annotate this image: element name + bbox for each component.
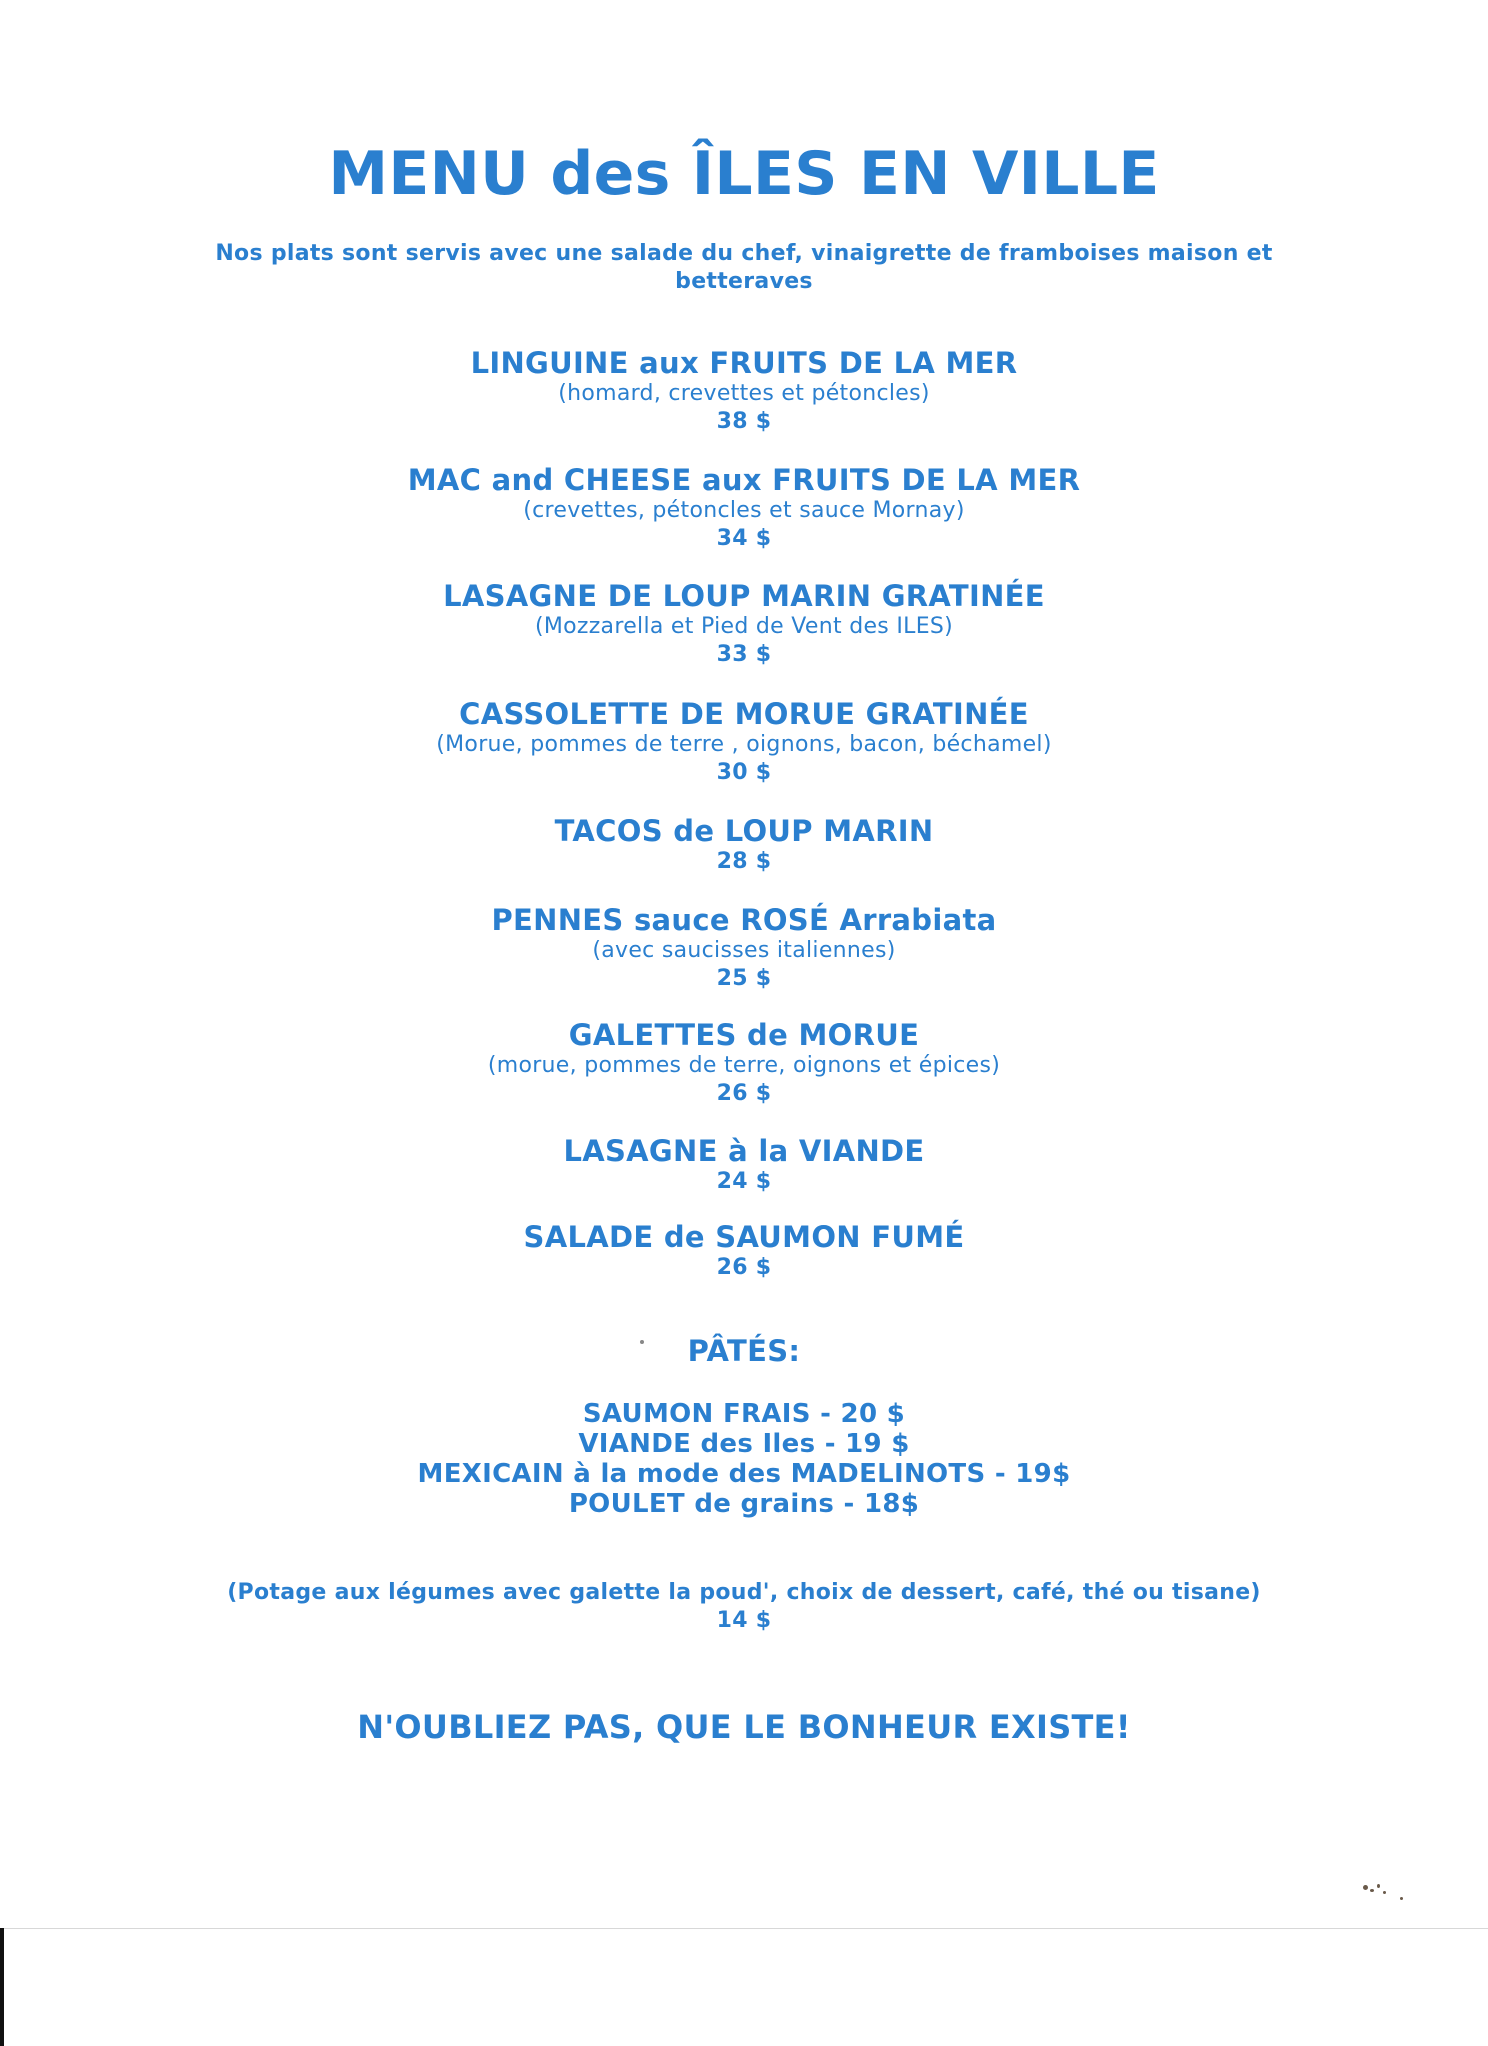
dish-name: MAC and CHEESE aux FRUITS DE LA MER bbox=[407, 463, 1081, 497]
scan-edge-line bbox=[0, 1928, 1488, 1929]
dish-description: (Mozzarella et Pied de Vent des ILES) bbox=[534, 614, 954, 639]
dish-name: PENNES sauce ROSÉ Arrabiata bbox=[491, 903, 997, 937]
scan-edge-shadow bbox=[0, 1928, 4, 2046]
closing-message: N'OUBLIEZ PAS, QUE LE BONHEUR EXISTE! bbox=[357, 1708, 1131, 1746]
dish-price: 25 $ bbox=[716, 966, 772, 991]
dish-description: (crevettes, pétoncles et sauce Mornay) bbox=[523, 498, 965, 523]
dish-name: LASAGNE à la VIANDE bbox=[563, 1134, 925, 1168]
dish-description: (Morue, pommes de terre , oignons, bacon, béchamel) bbox=[436, 732, 1052, 757]
stain-speck bbox=[1383, 1891, 1386, 1894]
dish-price: 34 $ bbox=[716, 526, 772, 551]
dish-description: (morue, pommes de terre, oignons et épices) bbox=[487, 1053, 1001, 1078]
dish-price: 28 $ bbox=[716, 849, 772, 874]
pate-item: MEXICAIN à la mode des MADELINOTS - 19$ bbox=[417, 1459, 1071, 1489]
formula-description: (Potage aux légumes avec galette la poud', choix de dessert, café, thé ou tisane) bbox=[227, 1580, 1261, 1605]
dish-item bbox=[0, 346, 1488, 436]
dish-item bbox=[0, 1220, 1488, 1282]
pates-heading: PÂTÉS: bbox=[687, 1334, 801, 1368]
pate-item: VIANDE des Iles - 19 $ bbox=[578, 1429, 910, 1459]
stain-speck bbox=[1400, 1897, 1403, 1900]
dish-price: 26 $ bbox=[716, 1081, 772, 1106]
dish-price: 30 $ bbox=[716, 760, 772, 785]
dish-description: (homard, crevettes et pétoncles) bbox=[558, 381, 930, 406]
dish-item bbox=[0, 814, 1488, 876]
dish-price: 26 $ bbox=[716, 1255, 772, 1280]
dish-item bbox=[0, 1134, 1488, 1196]
dish-item bbox=[0, 579, 1488, 669]
pate-item: SAUMON FRAIS - 20 $ bbox=[582, 1399, 906, 1429]
pate-item: POULET de grains - 18$ bbox=[568, 1489, 920, 1519]
stain-speck bbox=[1377, 1884, 1380, 1888]
menu-subtitle bbox=[0, 240, 1488, 296]
dish-price: 24 $ bbox=[716, 1169, 772, 1194]
dish-name: GALETTES de MORUE bbox=[568, 1018, 920, 1052]
dish-price: 38 $ bbox=[716, 409, 772, 434]
dish-item bbox=[0, 903, 1488, 993]
dish-name: SALADE de SAUMON FUMÉ bbox=[523, 1220, 965, 1254]
dish-name: LASAGNE DE LOUP MARIN GRATINÉE bbox=[443, 579, 1045, 613]
dish-description: (avec saucisses italiennes) bbox=[592, 938, 896, 963]
menu-subtitle-line-1: Nos plats sont servis avec une salade du chef, vinaigrette de framboises maison et bbox=[215, 241, 1273, 266]
dish-item bbox=[0, 1018, 1488, 1108]
menu-subtitle-line-2: betteraves bbox=[675, 269, 813, 294]
dish-name: CASSOLETTE DE MORUE GRATINÉE bbox=[459, 697, 1029, 731]
dish-name: LINGUINE aux FRUITS DE LA MER bbox=[470, 346, 1018, 380]
formula-price: 14 $ bbox=[716, 1608, 772, 1633]
menu-title: MENU des ÎLES EN VILLE bbox=[328, 139, 1160, 209]
dish-item bbox=[0, 697, 1488, 787]
stain-speck bbox=[1370, 1889, 1374, 1892]
dish-name: TACOS de LOUP MARIN bbox=[554, 814, 934, 848]
formula-block bbox=[0, 1579, 1488, 1635]
dust-speck bbox=[640, 1340, 644, 1344]
dish-item bbox=[0, 463, 1488, 553]
dish-price: 33 $ bbox=[716, 642, 772, 667]
stain-speck bbox=[1363, 1885, 1368, 1890]
pates-list bbox=[0, 1399, 1488, 1519]
